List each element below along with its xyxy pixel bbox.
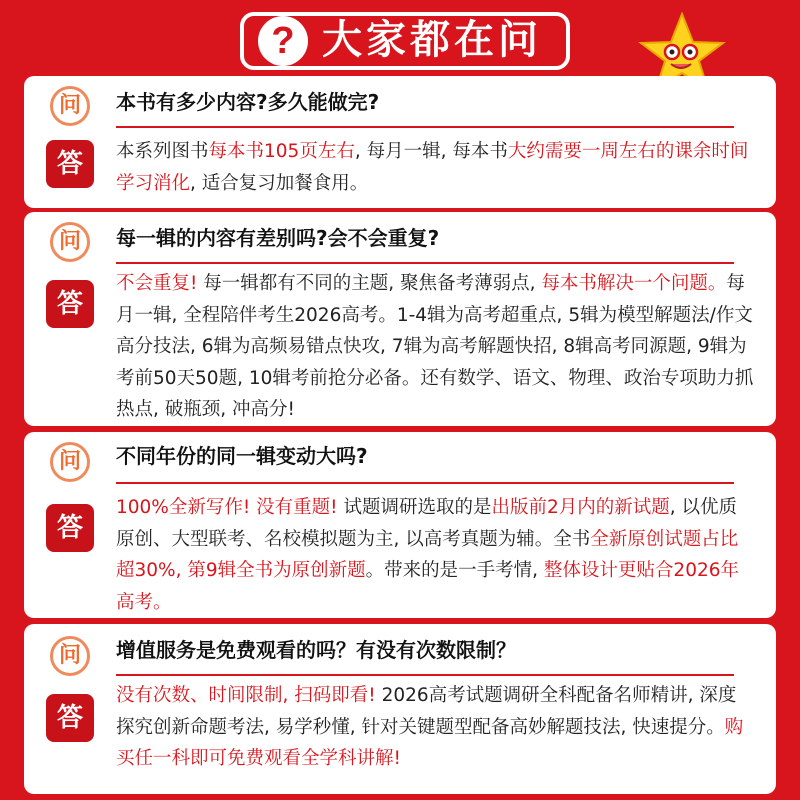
faq-card [24, 624, 776, 794]
answer-text: , 以优质原创、大型联考、名校模拟题为主, 以高考真题为辅。全书 [116, 497, 738, 550]
divider [116, 482, 734, 484]
question-badge: 问 [50, 86, 90, 126]
answer-text: 2026高考试题调研全科配备名师精讲, 深度探究创新命题考法, 易学秒懂, 针对关键题型配备高妙解题技法, 快速提分。 [116, 685, 737, 738]
answer-badge: 答 [46, 504, 94, 552]
question-badge: 问 [50, 636, 90, 676]
answer-text: 试题调研选取的是 [337, 497, 492, 518]
faq-card [24, 76, 776, 208]
highlight-text: 每本书105页左右 [208, 141, 355, 162]
divider [116, 674, 734, 676]
answer-text: 每月一辑, 全程陪伴考生2026高考。1-4辑为高考超重点, 5辑为模型解题法/作文高分技法, 6辑为高频易错点快攻, 7辑为高考解题快招, 8辑高考同源题, 9辑为考前50天50题, 10辑考前抢分必备。还有数学、语文、物理、政治专项助力抓热点, 破瓶颈, 冲高分! [116, 273, 754, 420]
faq-question: 不同年份的同一辑变动大吗? [116, 444, 368, 468]
highlight-text: 全新原创试题占比超30%, 第9辑全书为原创新题 [116, 528, 739, 581]
highlight-text: 大约需要一周左右的课余时间学习消化 [116, 141, 749, 194]
answer-badge: 答 [46, 280, 94, 328]
page-title: 大家都在问 [322, 17, 542, 63]
faq-question: 本书有多少内容?多久能做完? [116, 90, 380, 114]
answer-badge: 答 [46, 140, 94, 188]
divider [116, 262, 734, 264]
question-badge: 问 [50, 222, 90, 262]
answer-badge: 答 [46, 694, 94, 742]
highlight-text: 100%全新写作! 没有重题! [116, 497, 338, 518]
highlight-text: 购买任一科即可免费观看全学科讲解! [116, 716, 744, 769]
faq-answer [116, 680, 754, 775]
faq-answer [116, 492, 754, 618]
faq-question: 每一辑的内容有差别吗?会不会重复? [116, 226, 440, 250]
faq-answer [116, 136, 754, 199]
faq-answer [116, 268, 754, 426]
highlight-text: 不会重复! [116, 273, 198, 294]
highlight-text: 出版前2月内的新试题 [491, 497, 670, 518]
highlight-text: 没有次数、时间限制, 扫码即看! [116, 685, 376, 706]
highlight-text: 每本书解决一个问题。 [541, 273, 727, 294]
answer-text: 本系列图书 [116, 141, 209, 162]
answer-text: 。带来的是一手考情, [365, 560, 544, 581]
highlight-text: 整体设计更贴合2026年高考。 [116, 560, 740, 613]
answer-text: 每一辑都有不同的主题, 聚焦备考薄弱点, [197, 273, 542, 294]
answer-text: , 每月一辑, 每本书 [354, 141, 508, 162]
faq-card [24, 212, 776, 426]
answer-text: , 适合复习加餐食用。 [190, 172, 369, 194]
faq-card [24, 432, 776, 618]
faq-question: 增值服务是免费观看的吗？有没有次数限制？ [116, 638, 516, 662]
question-mark-icon: ? [258, 16, 308, 66]
divider [116, 126, 734, 128]
question-badge: 问 [50, 442, 90, 482]
